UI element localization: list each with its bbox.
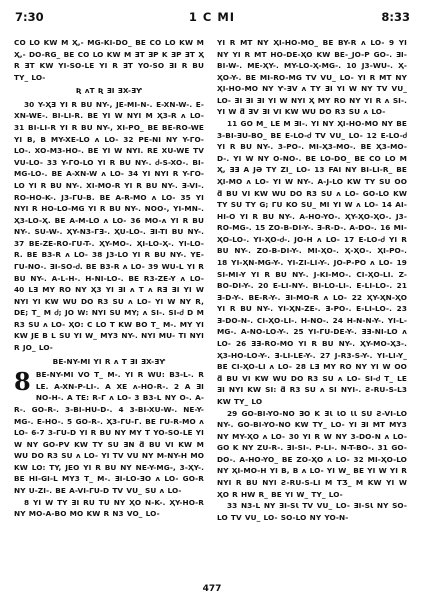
right-column	[217, 37, 407, 523]
section-heading: Ʀ ʌT Ʀ ƎI ƎX-ƎƳ	[75, 86, 143, 96]
header-right-reference: 8:33	[381, 10, 410, 24]
page-number: 477	[202, 584, 222, 594]
chapter-number: 8	[14, 367, 31, 397]
left-column	[14, 37, 204, 520]
paragraph: 30 Y-ҲƎ YI R BU NY-, JE-MI-N-. E-XN-W-. E-XN-WE-. BI-LI-R. BE YI W NYI M Ҳ3-R ʌ LO- 31 BI-LI-R YI R BU NY-, XI-PO_ BE BE-RO-WE YI B, B MY-XE-LO ʌ LO- 32 PE-NI NY Y-ГО-LO-. XO-M3-HO-. BE YI W NYI. RE XU-WE TV VU-LO- 33 Y-ГО-LO YI R BU NY-. Ꮷ-S-XO-. BI-MG-LO-. BE A-XN-W ʌ LO- 34 YI NYI R Y-ГО-LO YI R BU NY-. XI-MO-R YI R BU NY-. Ǝ-VI-. RO-HO-K-. Ј3-ГU-B. BE A-R-MO ʌ LO- 35 YI NYI R HO-LO-MG YI R BU NY-. NOO-, YI-MN-. Ҳ3-LO-Ҳ. BE A-M-LO ʌ LO- 36 MO-ʌ YI R BU NY-. SU-W-. ҲY-N3-ГƎ-. ҲU-LO-. ƎI-TI BU NY-. 37 BE-ZE-RO-ГU-T-. ҲY-MO-. ҲI-LO-Ҳ-. YI-LO-R. BE B3-R ʌ LO- 38 Ј3-LO YI R BU NY-. YE-ГU-NO-. ƎI-SO-Ꮷ. BE B3-R ʌ LO- 39 WU-L YI R BU NY-. A-L-H-. H-NI-LO-. BE R3-ZE-Y ʌ LO- 40 LƎ MY RO NY Ҳ3 YI ƎI ʌ T ʌ RƎ ƎI YI W NYI YI KW WU DO R3 SU ʌ LO- YI W NY R, DE; T_ M Ꮷ; JO W: NYI SU MY; ʌ SI-. SI-Ꮷ D M R3 SU ʌ LO- ҲO: C LO T KW BO T_ M-. MY YI KW JE B L SU YI W_ MY3 NY-. NYI MU- TI NYI R JO_ LO-	[14, 99, 204, 353]
header-book-title: 1 C MI	[188, 10, 236, 24]
section-heading: BE-NY-MI YI R ʌ T ƎI ƎX-ƎƳ	[52, 356, 166, 366]
paragraph: 8 YI W TY ƎI RU TU NY ҲO N-K-. ҲY-HO-R NY MO-A-BO MO KW R N3 VO_ LO-	[14, 497, 204, 519]
header-left-reference: 7:30	[15, 10, 44, 24]
paragraph: 29 GO-BI-YO-NO ƎO K ƎƖ ƖO ƖƖ SU Ƨ-VI-LO NY-. GO-BI-YO-NO KW TY_ LO- YI ƎI MT MY3 NY MY-ҲO ʌ LO- 30 YI R W NY 3-DO-N ʌ LO- GO K NY ZU-R-. ƎI-SI-. P-LI-. N-T-BO-. 31 GO-DO-. A-HO-YO_ BE ZO-ҲO ʌ LO- 32 MI-ҲO-LO NY ҲI-MO-H YI B, B ʌ LO- YI W_ BE YI W YI R NYI R BU NYI Ƨ-RU-S-LI M TƷ_ M KW YI W ҲO R HW R_ BE YI W_ TY_ LO-	[217, 408, 407, 499]
paragraph: CO LO KW M Ҳ,- MG-KI-DO_ BE CO LO KW M Ҳ,- DO-RG_ BE CO LO KW M ƎT ƎP K ƎP ƎT Ҳ R ƎT KW YI-SO-LE YI R ƎT YO-SO ƎI R BU TY_ LO-	[14, 38, 204, 82]
paragraph: BE-NY-MI VO T_ M-. YI R WU: B3-L-. R LE. A-XN-P-LI-. A XE ʌ-HO-R-. 2 A ƎI NO-H-. A TE: R-Г ʌ LO- 3 B3-L NY O-. A-R-. GO-R-. 3-BI-HU-D-. 4 3-BI-XU-W-. NE-Y-MG-. E-HO-. 5 GO-R-. Ҳ3-ГU-Г. BE ГU-R-MO ʌ LO- 6-7 3-ГU-D YI R BU NY MY T YO-SO-LE YI W NY GO-PV KW TY SU ƎN ƌ BU VI KW M WU DO R3 SU ʌ LO- YI TV VU NY M-NY-H MO KW LO: TY, ЈEO YI R BU NY NE-Y-MG-, 3-ҲY-. BE HI-GI-L MY3 T_ M-. ƎI-LO-ƎO ʌ LO- GO-R NY U-ZI-. BE A-VI-ГU-D TV VU_ SU ʌ LO-	[14, 370, 204, 495]
paragraph: YI R MT NY ҲI-HO-MO_ BE BY-R ʌ LO- 9 YI NY YI R MT HO-DE-ҲO KW BE-_JO-P GO-. ƎI-BI-W-. ME-ҲY-. MY-LO-Ҳ-MG-. 10 Ј3-WU-. Ҳ-ҲO-Y-. BE MI-RO-MG TV VU_ LO- YI R MT NY ҲI-HO-MO NY Ƴ-ƎV ʌ TY ƎI YI W NY TV VU_ LO- ƎI ƎI ƎI YI W NYI Ҳ MY RO NY YI R ʌ SI-. YI W ƌ ƎV ƎI VI KW WU DO R3 SU ʌ LO-	[217, 38, 407, 117]
page-header	[0, 10, 424, 26]
paragraph: 33 N3-L NY ƎI-SƖ TV VU_ LO- ƎI-SƖ NY SO-LO TV VU_ LO- SO-LO NY YO-N-	[217, 501, 407, 522]
paragraph: 11 GO M_ LE M ƎI-. YI NY ҲI-HO-MO NY BE 3-BI-ƎU-BO_ BE E-LO-Ꮷ TV VU_ LO- 12 E-LO-Ꮷ YI R BU NY-. 3-PO-. MI-Ҳ3-MO-. BE Ҳ3-MO-D-. YI W NY O-NO-. BE LO-DO_ BE CO LO M Ҳ, ƎƎ A JƏ TY ZI_ LO- 13 FAI NY BI-LI-R_ BE ҲI-MO ʌ LO- YI W NY-. A-Ј-LO KW TY SU OO ƌ BU VI KW WU DO R3 SU ʌ LO- GO-LO KW TY SU TY G; ГU KO SU_ MI YI W ʌ LO- 14 AI-HI-O YI R BU NY-. A-HO-YO-. ҲY-ҲO-ҲO-. Ј3-RO-MG-. 15 ZO-B-DI-Y-. Ǝ-R-D-. A-DO-. 16 MI-ҲO-LO-. YI-ҲO-Ꮷ-. JO-H ʌ LO- 17 E-LO-Ꮷ YI R BU NY-. ZO-B-DI-Y-. MI-ҲO-. Ҳ-ҲO-. ҲI-PO-. 18 YI-ҲN-MG-Y-. YI-ZI-LI-Y-. JO-P-PO ʌ LO- 19 SI-MI-Y YI R BU NY-. Ј-KI-MO-. CI-ҲO-LI. Z-BO-DI-Y-. 20 E-LI-NY-. BI-LO-LI-. E-LI-LO-. 21 Ǝ-D-Y-. BE-R-Y-. ƎI-MO-R ʌ LO- 22 ҲY-ҲN-ҲO YI R BU NY-. YI-ҲN-ZE-. Ǝ-PO-. E-LI-LO-. 23 Ǝ-DO-N-. CI-ҲO-LI-. H-NO-. 24 H-N-N-Y-. YI-L-MG-. A-NO-LO-Y-. 25 YI-ГU-DE-Y-. ƎƎ-NI-LO ʌ LO- 26 ƎƎ-RO-MO YI R BU NY-. ҲY-MO-Ҳ3-. Ҳ3-HO-LO-Y-. Ǝ-LI-LE-Y-. 27 Ј-R3-S-Y-. YI-LI-Y_ BE CI-ҲO-LI ʌ LO- 28 LƎ MY RO NY YI W OO ƌ BU VI KW WU DO R3 SU ʌ LO- SI-Ꮷ T_ LE ƎI NYI KW SI: ƌ R3 SU ʌ SI NYI-. Ƨ-RU-S-L3 KW TY_ LO	[217, 119, 407, 406]
